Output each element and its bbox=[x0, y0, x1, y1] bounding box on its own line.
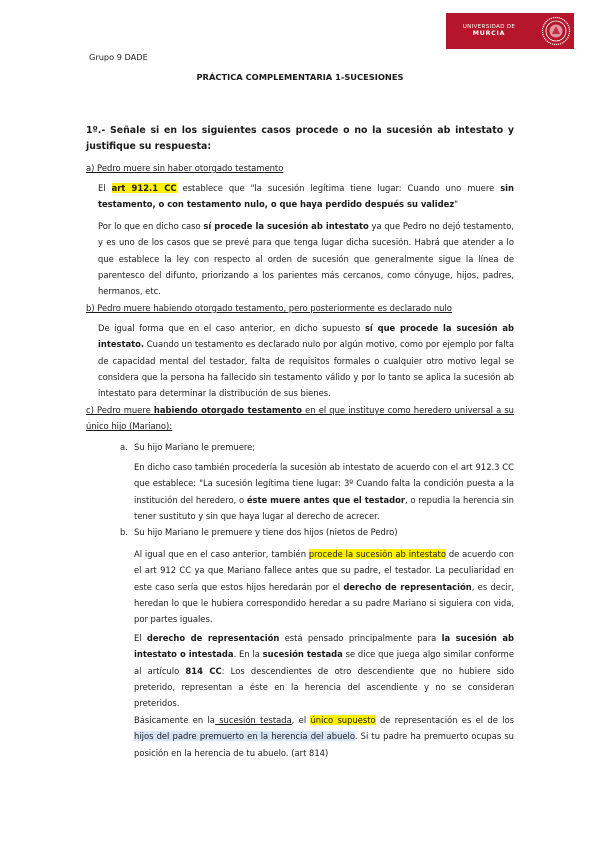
university-seal-icon bbox=[541, 16, 571, 46]
text-run: En dicho caso también procedería la sucesión ab intestato de acuerdo con el art 912.3 CC que establece: "La sucesión legítima tiene lugar: 3º Cuando falta la condición puesta a la institución del heredero, o bbox=[134, 462, 514, 505]
bold-text: sí que procede la sucesión ab intestato. bbox=[98, 323, 514, 350]
case-b-heading: b) Pedro muere habiendo otorgado testamento, pero posteriormente es declarado nulo bbox=[86, 303, 452, 313]
bold-text: derecho de representación bbox=[146, 633, 280, 643]
bold-text: habiendo otorgado testamento bbox=[153, 405, 302, 415]
subcase-a-heading: Su hijo Mariano le premuere; bbox=[134, 442, 256, 452]
text-run: establece que "la sucesión legítima tiene lugar: Cuando uno muere bbox=[176, 183, 501, 193]
subcase-b-paragraph-1 bbox=[134, 546, 514, 627]
case-a-paragraph-2 bbox=[98, 218, 514, 299]
question-number: 1º.- bbox=[86, 125, 106, 136]
subcase-b-heading: Su hijo Mariano le premuere y tiene dos hijos (nietos de Pedro) bbox=[134, 527, 398, 537]
case-c-heading bbox=[86, 402, 514, 435]
subcase-b-paragraph-2 bbox=[134, 630, 514, 711]
article-reference-highlight: art 912.1 CC bbox=[111, 183, 177, 193]
bold-text: sucesión testada bbox=[262, 649, 343, 660]
text-run: " bbox=[454, 199, 459, 210]
text-run: , el bbox=[291, 715, 311, 725]
case-b-paragraph bbox=[98, 320, 514, 401]
logo-line-2: MURCIA bbox=[472, 30, 506, 38]
text-run: . En la bbox=[233, 649, 263, 660]
bold-text: sí procede la sucesión ab intestato bbox=[203, 221, 369, 231]
highlighted-text: único supuesto bbox=[310, 715, 376, 725]
text-run: De igual forma que en el caso anterior, en dicho supuesto bbox=[98, 323, 365, 333]
text-run: Por lo que en dicho caso bbox=[98, 221, 204, 231]
underlined-text: sucesión testada bbox=[214, 715, 292, 725]
text-run: Básicamente en la bbox=[134, 715, 215, 725]
logo-line-1: UNIVERSIDAD DE bbox=[462, 23, 516, 30]
text-run: Cuando un testamento es declarado nulo por algún motivo, como por ejemplo por falta de capacidad mental del testador, falta de requisitos formales o cualquier otro motivo legal se considera que la persona ha fallecido sin testamento válido y por lo tanto se aplica la sucesión ab intestato para determinar la distribución de sus bienes. bbox=[98, 339, 514, 399]
text-run: El bbox=[98, 183, 112, 193]
selected-text-highlight: hijos del padre premuerto en la herencia del abuelo bbox=[134, 731, 355, 742]
group-label: Grupo 9 DADE bbox=[89, 52, 148, 62]
text-run: . Si tu padre ha premuerto ocupas su posición en la herencia de tu abuelo. (art 814) bbox=[134, 731, 514, 758]
case-a-paragraph-1 bbox=[98, 180, 514, 213]
subcase-a-label: a. bbox=[120, 442, 128, 452]
bold-text: sin testamento, o con testamento nulo, o que haya perdido después su validez bbox=[98, 183, 515, 210]
subcase-b-label: b. bbox=[120, 527, 128, 537]
text-run: , es decir, heredan lo que le hubiera correspondido heredar a su padre Mariano si siguiera con vida, por partes iguales. bbox=[134, 581, 514, 625]
bold-text: la sucesión ab intestato o intestada bbox=[134, 633, 515, 660]
text-run: El bbox=[134, 633, 147, 643]
bold-text: 814 CC bbox=[185, 665, 222, 676]
bold-text: éste muere antes que el testador bbox=[246, 494, 405, 505]
text-run: de representación es el de los bbox=[375, 715, 514, 725]
text-run: en el que instituye como heredero universal a su único hijo (Mariano): bbox=[86, 405, 514, 432]
question-1 bbox=[86, 123, 514, 154]
text-run: Al igual que en el caso anterior, también bbox=[134, 549, 309, 559]
text-run: ya que Pedro no dejó testamento, y es uno de los casos que se prevé para que tenga lugar dicha sucesión. Habrá que atender a lo que establece la ley con respecto al orden de sucesión que generalmente sigue la línea de parentesco del difunto, priorizando a los parientes más cercanos, como cónyuge, hijos, padres, hermanos, etc. bbox=[98, 221, 514, 297]
text-run: de acuerdo con el art 912 CC ya que Mariano fallece antes que su padre, el testador. La peculiaridad en este caso sería que estos hijos heredarán por el bbox=[134, 549, 514, 592]
bold-text: derecho de representación bbox=[343, 581, 472, 592]
question-text: Señale si en los siguientes casos procede o no la sucesión ab intestato y justifique su respuesta: bbox=[86, 125, 514, 152]
text-run: se dice que juega algo similar conforme al artículo bbox=[134, 649, 514, 676]
logo-text bbox=[446, 25, 532, 38]
highlighted-text: procede la sucesión ab intestato bbox=[308, 549, 446, 559]
text-run: c) Pedro muere bbox=[86, 405, 154, 415]
subcase-a-paragraph bbox=[134, 459, 514, 524]
text-run: está pensado principalmente para bbox=[279, 633, 442, 643]
document-title: PRÁCTICA COMPLEMENTARIA 1-SUCESIONES bbox=[196, 72, 404, 82]
text-run: , o repudia la herencia sin tener sustituto y sin que haya lugar al derecho de acrecer. bbox=[134, 494, 514, 521]
subcase-b-paragraph-3 bbox=[134, 712, 514, 761]
case-a-heading: a) Pedro muere sin haber otorgado testamento bbox=[86, 163, 284, 173]
text-run: : Los descendientes de otro descendiente que no hubiere sido preterido, representan a éste en la herencia del ascendiente y no se consideran preteridos. bbox=[134, 665, 514, 709]
university-logo bbox=[446, 13, 574, 49]
